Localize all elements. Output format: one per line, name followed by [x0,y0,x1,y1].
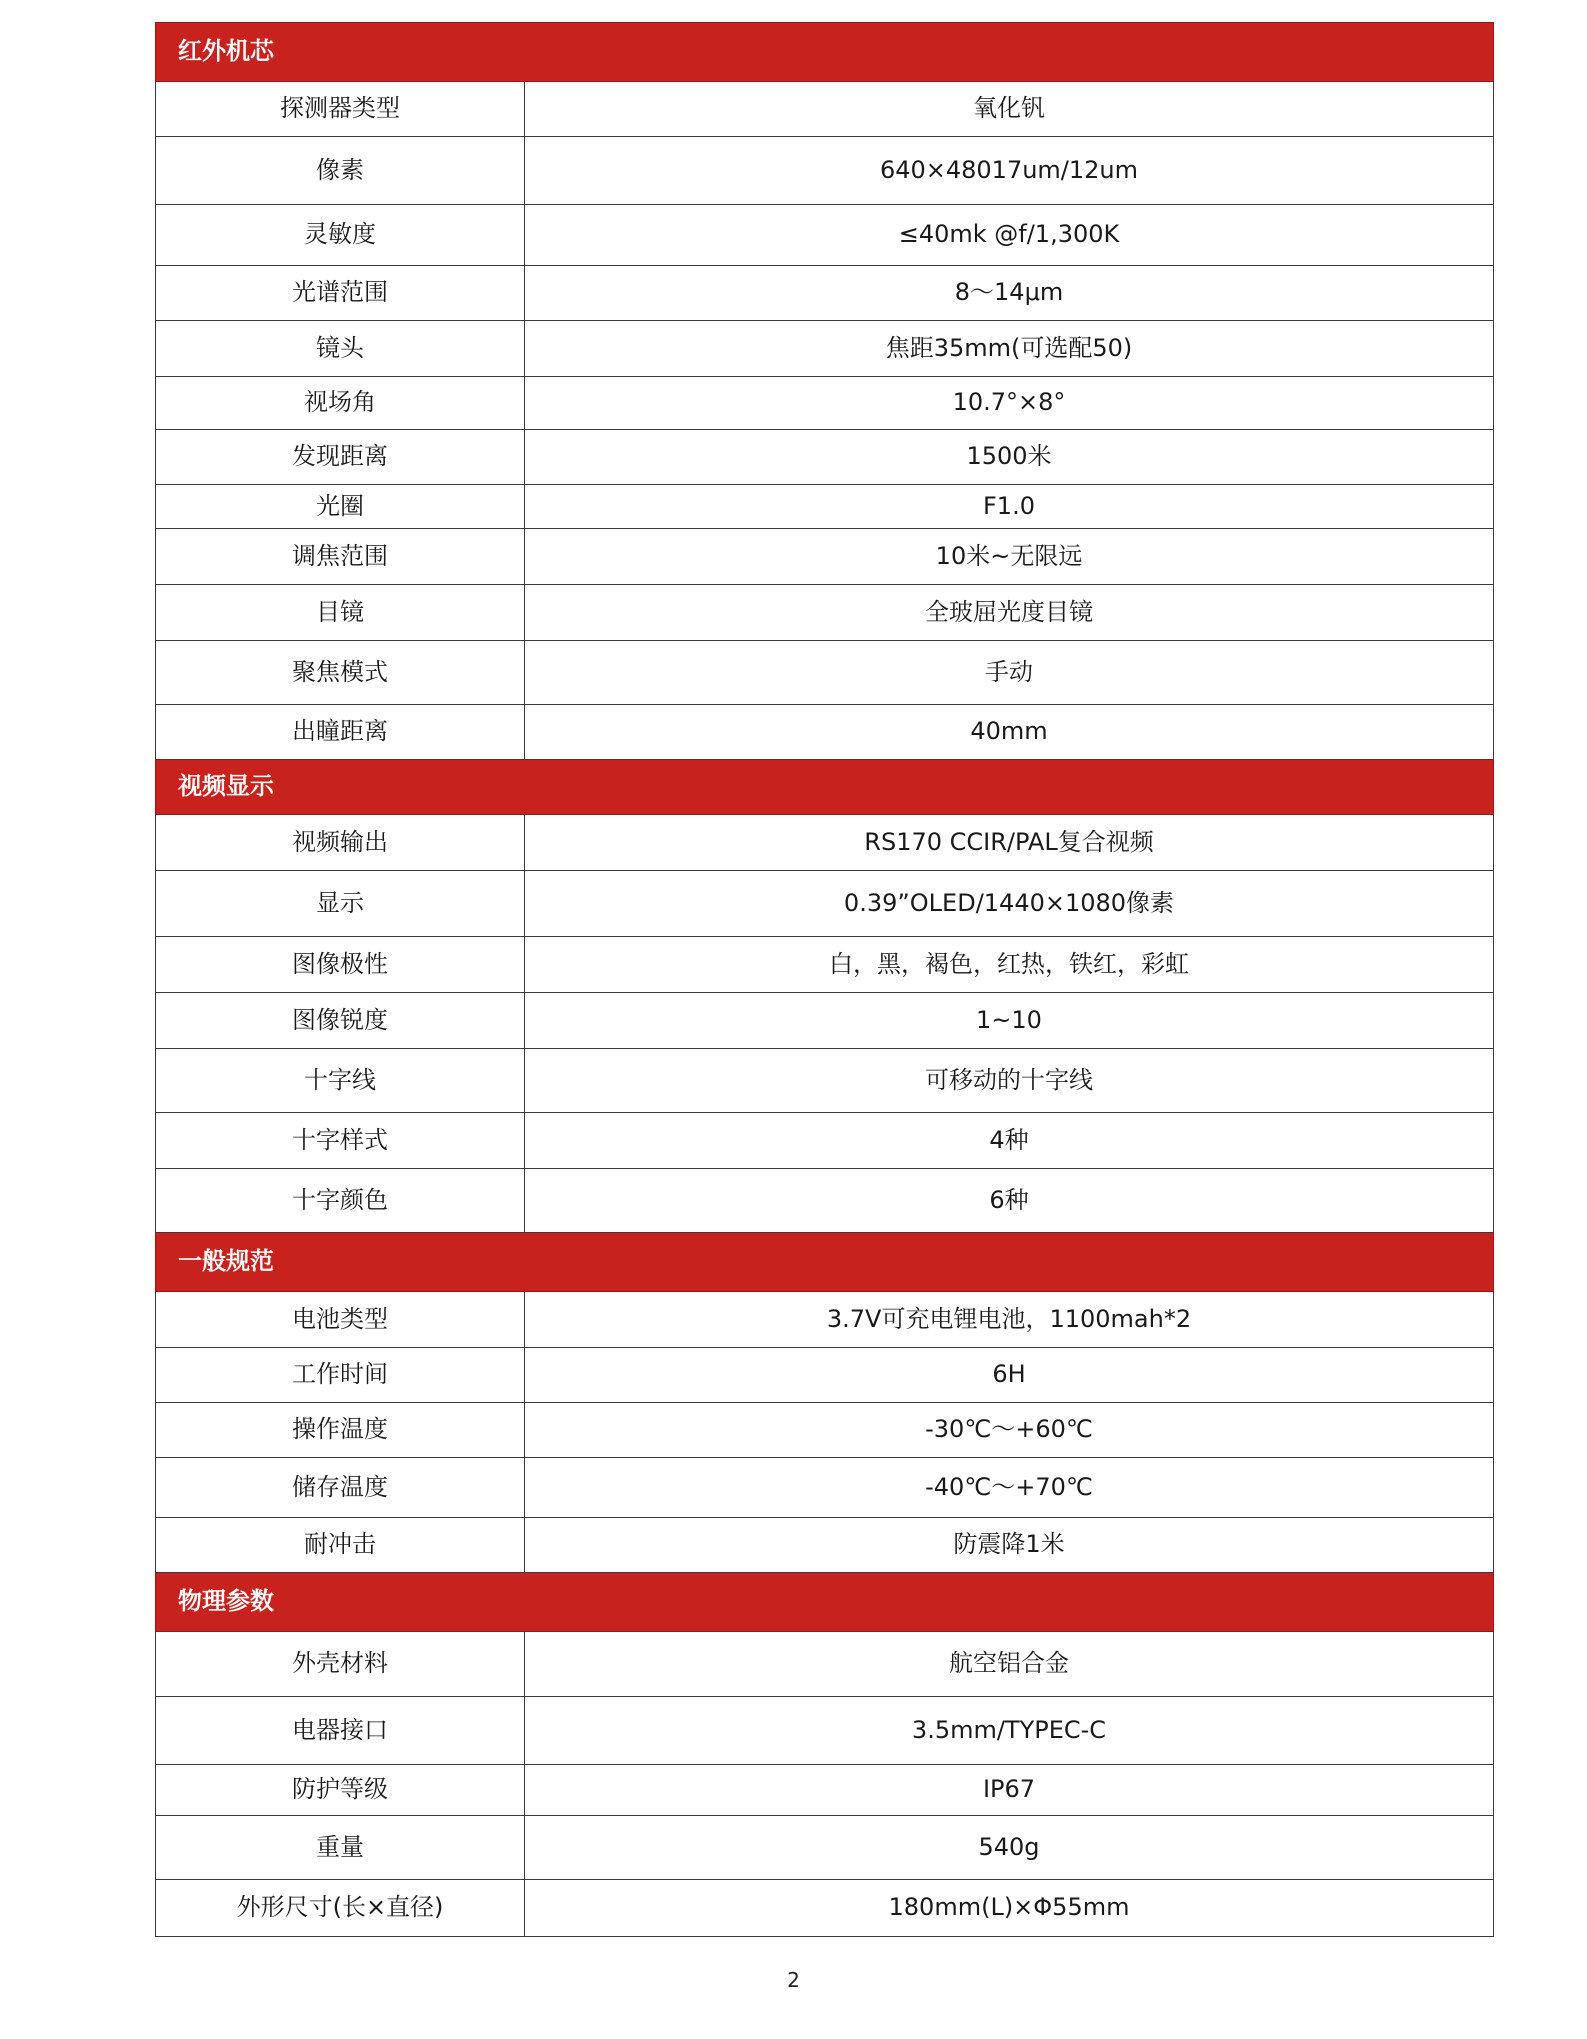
table-row [156,529,1494,585]
table-row [156,1518,1494,1573]
section-header [156,23,1494,82]
spec-label: 目镜 [156,585,525,641]
spec-label: 防护等级 [156,1765,525,1816]
spec-label: 图像极性 [156,937,525,993]
table-row [156,1765,1494,1816]
spec-label: 灵敏度 [156,205,525,266]
spec-label: 十字线 [156,1049,525,1113]
table-row [156,993,1494,1049]
spec-label: 图像锐度 [156,993,525,1049]
table-row [156,1113,1494,1169]
table-row [156,1169,1494,1233]
spec-value: 4种 [525,1113,1494,1169]
section-title: 一般规范 [156,1233,1494,1292]
spec-value: 全玻屈光度目镜 [525,585,1494,641]
table-row [156,137,1494,205]
spec-value: -30℃～+60℃ [525,1403,1494,1458]
spec-label: 储存温度 [156,1458,525,1518]
spec-value: 3.5mm/TYPEC-C [525,1697,1494,1765]
spec-table-body [156,23,1494,1937]
spec-label: 视频输出 [156,815,525,871]
spec-value: 10米~无限远 [525,529,1494,585]
spec-value: 540g [525,1816,1494,1880]
spec-label: 工作时间 [156,1348,525,1403]
spec-value: IP67 [525,1765,1494,1816]
spec-label: 外壳材料 [156,1632,525,1697]
table-row [156,641,1494,705]
spec-label: 聚焦模式 [156,641,525,705]
spec-label: 发现距离 [156,430,525,485]
spec-value: 焦距35mm(可选配50) [525,321,1494,377]
spec-value: 1500米 [525,430,1494,485]
table-row [156,1049,1494,1113]
table-row [156,871,1494,937]
spec-value: -40℃～+70℃ [525,1458,1494,1518]
table-row [156,205,1494,266]
spec-value: 防震降1米 [525,1518,1494,1573]
spec-label: 操作温度 [156,1403,525,1458]
spec-value: 手动 [525,641,1494,705]
spec-label: 调焦范围 [156,529,525,585]
spec-value: 1~10 [525,993,1494,1049]
spec-label: 耐冲击 [156,1518,525,1573]
section-title: 红外机芯 [156,23,1494,82]
spec-value: 8～14μm [525,266,1494,321]
spec-value: 6种 [525,1169,1494,1233]
table-row [156,1816,1494,1880]
section-title: 视频显示 [156,760,1494,815]
spec-label: 镜头 [156,321,525,377]
table-row [156,1697,1494,1765]
table-row [156,377,1494,430]
table-row [156,937,1494,993]
page-number: 2 [787,1968,800,1992]
spec-label: 出瞳距离 [156,705,525,760]
table-row [156,815,1494,871]
table-row [156,1403,1494,1458]
table-row [156,1880,1494,1937]
spec-label: 外形尺寸(长×直径) [156,1880,525,1937]
spec-value: 6H [525,1348,1494,1403]
spec-label: 显示 [156,871,525,937]
table-row [156,1348,1494,1403]
spec-label: 像素 [156,137,525,205]
table-row [156,266,1494,321]
table-row [156,1632,1494,1697]
spec-value: 氧化钒 [525,82,1494,137]
table-row [156,705,1494,760]
spec-value: 3.7V可充电锂电池，1100mah*2 [525,1292,1494,1348]
spec-value: 180mm(L)×Φ55mm [525,1880,1494,1937]
spec-value: ≤40mk @f/1,300K [525,205,1494,266]
table-row [156,585,1494,641]
spec-label: 探测器类型 [156,82,525,137]
table-row [156,1292,1494,1348]
spec-value: 白，黑，褐色，红热，铁红，彩虹 [525,937,1494,993]
spec-label: 电池类型 [156,1292,525,1348]
section-title: 物理参数 [156,1573,1494,1632]
spec-value: 可移动的十字线 [525,1049,1494,1113]
spec-table [155,22,1494,1937]
spec-label: 光圈 [156,485,525,529]
spec-label: 光谱范围 [156,266,525,321]
spec-value: 10.7°×8° [525,377,1494,430]
spec-value: 航空铝合金 [525,1632,1494,1697]
spec-value: 40mm [525,705,1494,760]
table-row [156,485,1494,529]
table-row [156,82,1494,137]
section-header [156,1573,1494,1632]
section-header [156,760,1494,815]
spec-value: 640×48017um/12um [525,137,1494,205]
spec-label: 电器接口 [156,1697,525,1765]
table-row [156,1458,1494,1518]
table-row [156,321,1494,377]
table-row [156,430,1494,485]
spec-value: RS170 CCIR/PAL复合视频 [525,815,1494,871]
spec-label: 重量 [156,1816,525,1880]
spec-label: 十字颜色 [156,1169,525,1233]
spec-label: 视场角 [156,377,525,430]
spec-value: 0.39”OLED/1440×1080像素 [525,871,1494,937]
spec-label: 十字样式 [156,1113,525,1169]
section-header [156,1233,1494,1292]
spec-value: F1.0 [525,485,1494,529]
